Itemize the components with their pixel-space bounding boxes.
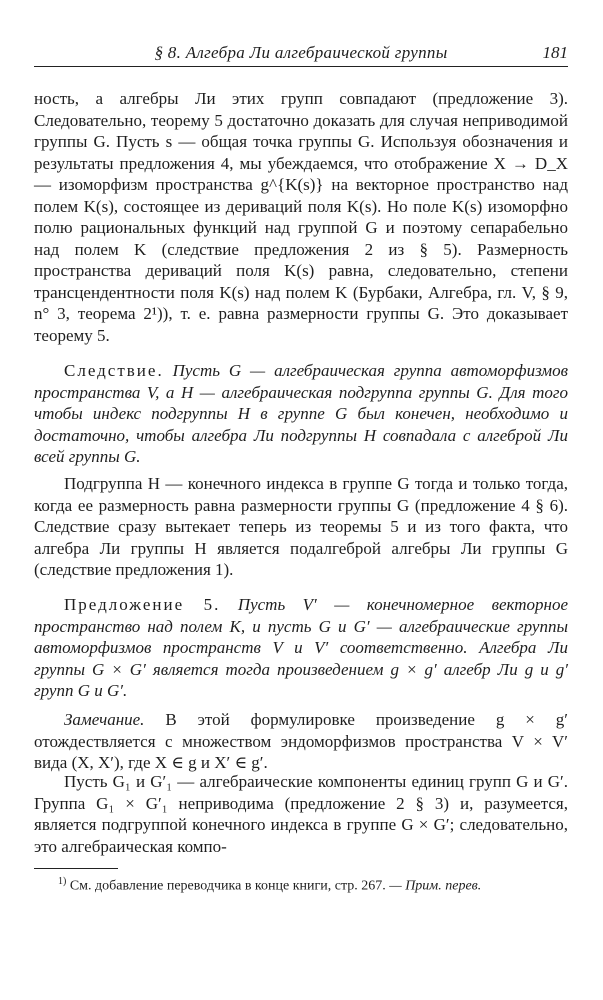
paragraph-text: Подгруппа H — конечного индекса в группе G тогда и только тогда, когда ее размерность равна размерности группы G (предложение 4 § 6). Следствие сразу вытекает теперь из теоремы 5 и из того факта, что алгебра Ли группы H является подалгеброй алгебры Ли группы G (следствие предложения 1).: [34, 474, 568, 579]
proposition-block: [34, 594, 568, 702]
paragraph-corollary-proof: [34, 473, 568, 581]
page-number: 181: [542, 43, 568, 62]
footnote: [34, 872, 568, 896]
remark-block: [34, 709, 568, 774]
paragraph-proof-start: [34, 771, 568, 857]
running-header-title: § 8. Алгебра Ли алгебраической группы: [154, 43, 448, 62]
corollary-label: Следствие.: [64, 361, 164, 380]
proposition-label: Предложение 5.: [64, 595, 221, 614]
paragraph-text: Пусть G₁ и G′₁ — алгебраические компоненты единиц групп G и G′. Группа G₁ × G′₁ неприводима (предложение 2 § 3) и, разумеется, является подгруппой конечного индекса в группе G × G′; следовательно, это алгебраическая компо-: [34, 772, 568, 856]
remark-label: Замечание.: [64, 710, 145, 729]
footnote-text: См. добавление переводчика в конце книги, стр. 267.: [69, 878, 386, 894]
footnote-marker: 1): [58, 876, 67, 887]
running-header: [34, 40, 568, 67]
corollary-block: [34, 360, 568, 468]
footnote-note: — Прим. перев.: [389, 878, 482, 894]
corollary-statement: Пусть G — алгебраическая группа автоморфизмов пространства V, а H — алгебраическая подгруппа группы G. Для того чтобы индекс подгруппы H в группе G был конечен, необходимо и достаточно, чтобы алгебра Ли подгруппы H совпадала с алгеброй Ли всей группы G.: [34, 361, 569, 466]
paragraph-proof-end: [34, 88, 568, 346]
paragraph-text: ность, а алгебры Ли этих групп совпадают (предложение 3). Следовательно, теорему 5 достаточно доказать для случая неприводимой группы G. Пусть s — общая точка группы G. Используя обозначения и результаты предложения 4, мы убеждаемся, что отображение X → D_X — изоморфизм пространства g^{K(s)} на векторное пространство над полем K(s), состоящее из дериваций поля K(s). Но поле K(s) изоморфно полю рациональных функций над группой G и поэтому сепарабельно над полем K (следствие предложения 2 из § 5). Размерность пространства дериваций поля K(s) равна, следовательно, степени трансцендентности поля K(s) над полем K (Бурбаки, Алгебра, гл. V, § 9, n° 3, теорема 2¹)), т. е. равна размерности группы G. Это доказывает теорему 5.: [34, 89, 568, 345]
remark-text: В этой формулировке произведение g × g′ отождествляется с множеством эндоморфизмов пространства V × V′ вида (X, X′), где X ∈ g и X′ ∈ g′.: [34, 710, 568, 772]
footnote-rule: [34, 868, 118, 869]
proposition-statement: Пусть V′ — конечномерное векторное пространство над полем K, и пусть G и G′ — алгебраические группы автоморфизмов пространств V и V′ соответственно. Алгебра Ли группы G × G′ является тогда произведением g × g′ алгебр Ли g и g′ групп G и G′.: [34, 595, 569, 700]
